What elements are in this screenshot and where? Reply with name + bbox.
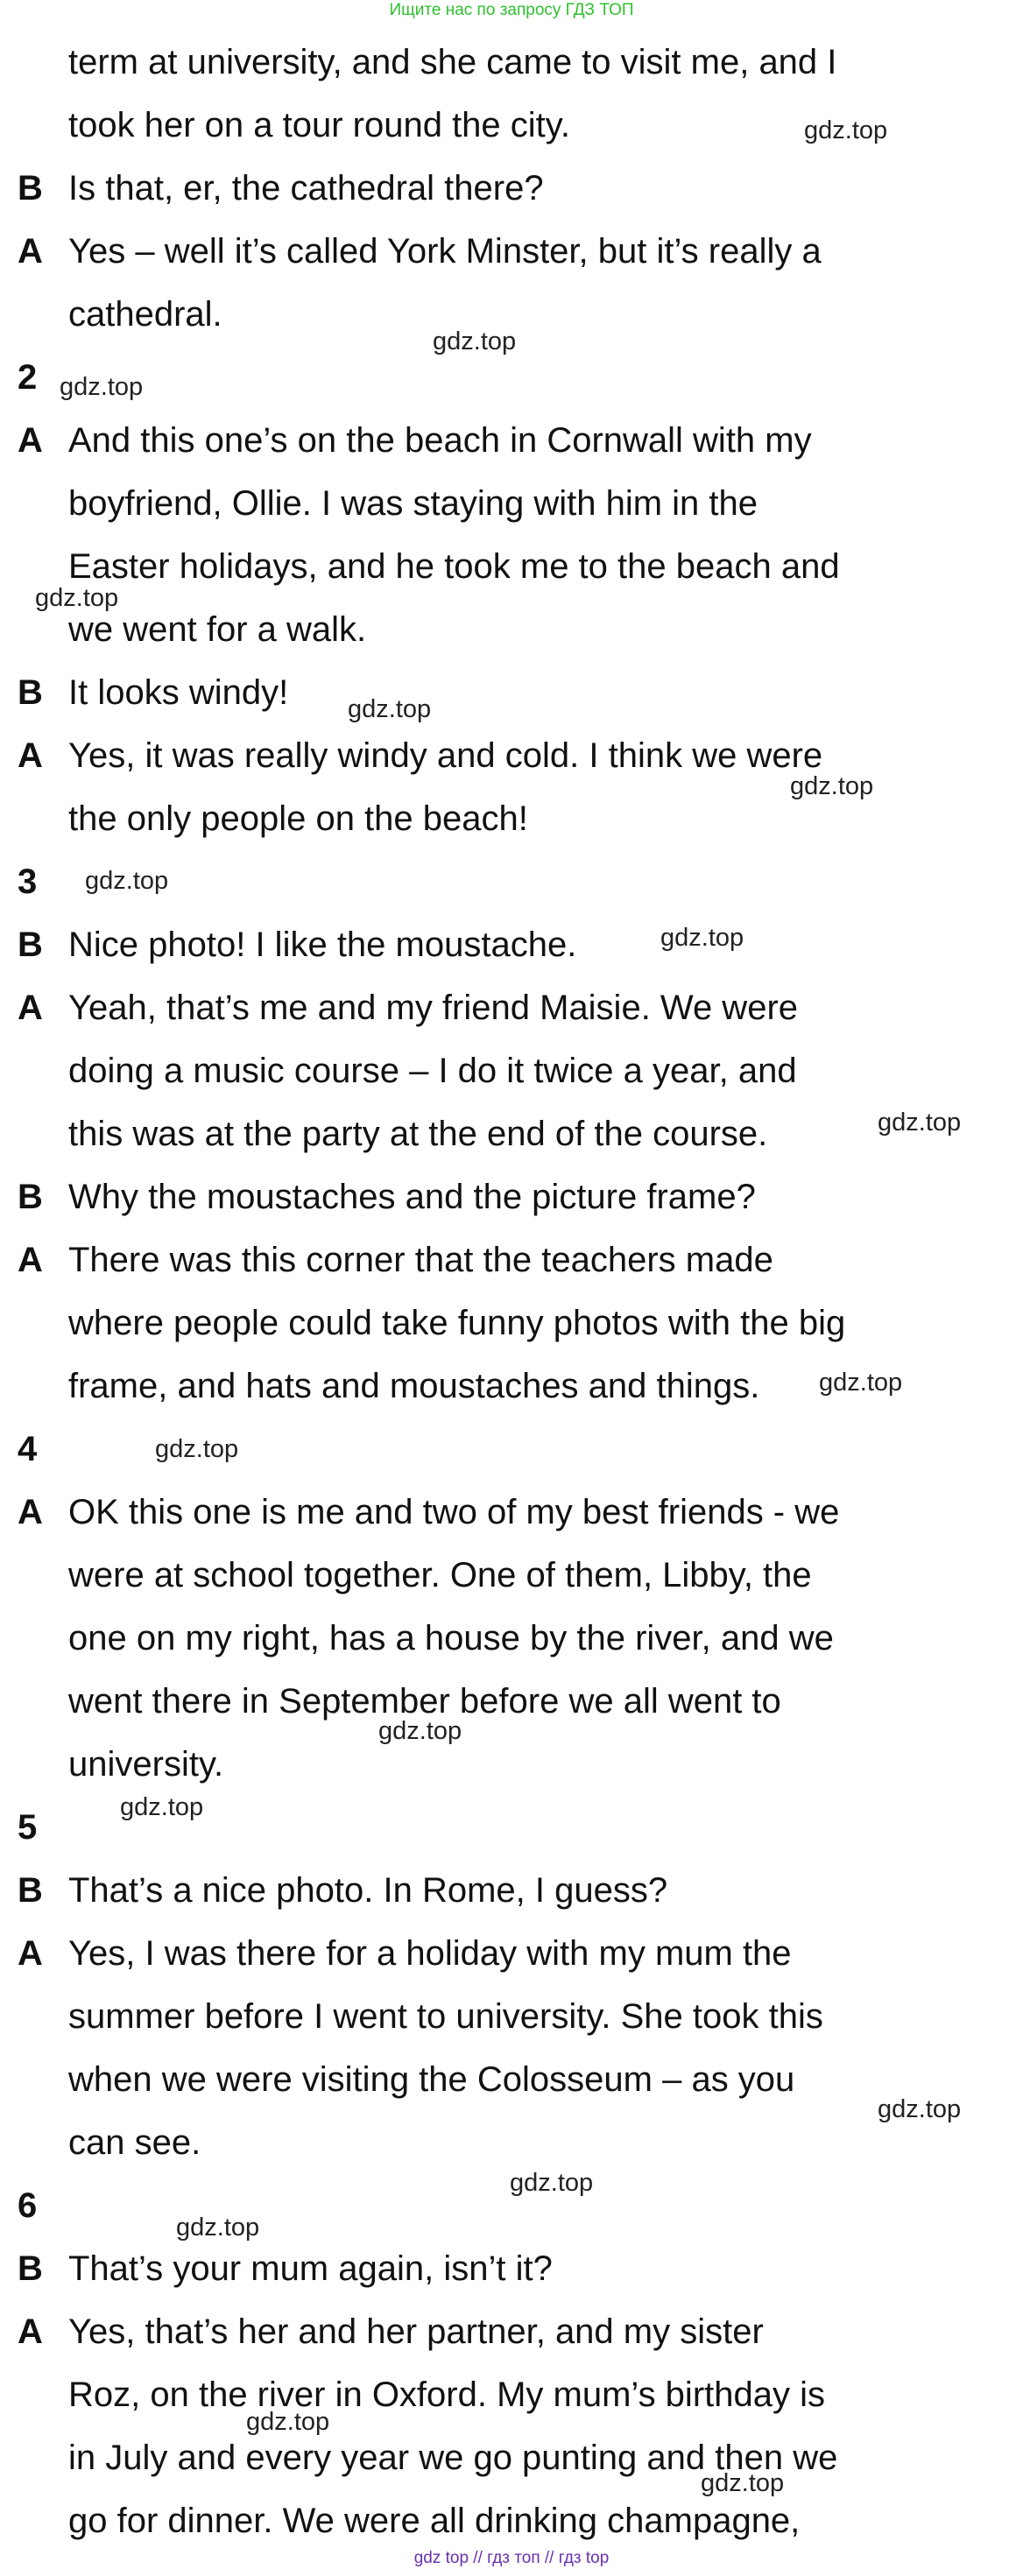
speaker-label: A [18, 1934, 43, 1973]
text-line: frame, and hats and moustaches and things. [68, 1367, 760, 1405]
watermark: gdz.top [348, 695, 432, 723]
section-number: 5 [18, 1808, 38, 1847]
speaker-label: A [18, 421, 43, 460]
text-line: were at school together. One of them, Libby, the [68, 1556, 812, 1594]
watermark: gdz.top [176, 2214, 260, 2242]
text-line: That’s a nice photo. In Rome, I guess? [68, 1871, 668, 1910]
text-line: this was at the party at the end of the course. [68, 1115, 768, 1153]
text-line: the only people on the beach! [68, 799, 528, 838]
text-line: doing a music course – I do it twice a year, and [68, 1052, 797, 1090]
text-line: That’s your mum again, isn’t it? [68, 2249, 553, 2288]
text-line: Nice photo! I like the moustache. [68, 926, 577, 964]
watermark: gdz.top [660, 924, 744, 952]
watermark: gdz.top [378, 1717, 462, 1745]
speaker-label: A [18, 2312, 43, 2351]
watermark: gdz.top [155, 1435, 239, 1463]
speaker-label: B [18, 1871, 43, 1910]
text-line: took her on a tour round the city. [68, 106, 570, 144]
speaker-label: A [18, 1241, 43, 1279]
text-line: Yes – well it’s called York Minster, but it’s really a [68, 232, 822, 271]
text-line: in July and every year we go punting and then we [68, 2439, 838, 2477]
text-line: OK this one is me and two of my best friends - we [68, 1493, 840, 1531]
speaker-label: B [18, 673, 43, 712]
text-line: we went for a walk. [68, 610, 367, 649]
watermark: gdz.top [60, 373, 144, 401]
speaker-label: B [18, 1178, 43, 1216]
text-line: university. [68, 1745, 224, 1784]
watermark: gdz.top [878, 2095, 962, 2123]
speaker-label: B [18, 926, 43, 964]
text-line: one on my right, has a house by the river, and we [68, 1619, 834, 1658]
text-line: Yes, it was really windy and cold. I think we were [68, 736, 823, 775]
text-line: cathedral. [68, 295, 222, 334]
speaker-label: A [18, 232, 43, 271]
section-number: 6 [18, 2186, 38, 2225]
section-number: 2 [18, 358, 38, 397]
speaker-label: A [18, 736, 43, 775]
text-line: go for dinner. We were all drinking champagne, [68, 2502, 801, 2540]
text-line: Is that, er, the cathedral there? [68, 169, 544, 208]
watermark: gdz.top [790, 772, 874, 800]
text-line: And this one’s on the beach in Cornwall with my [68, 421, 812, 460]
speaker-label: A [18, 989, 43, 1027]
text-line: It looks windy! [68, 673, 289, 712]
section-number: 4 [18, 1430, 38, 1468]
watermark: gdz.top [510, 2169, 594, 2197]
top-banner: Ищите нас по запросу ГДЗ ТОП [389, 1, 634, 19]
footer-watermark: gdz top // гдз топ // гдз top [413, 2549, 610, 2567]
text-line: Why the moustaches and the picture frame? [68, 1178, 756, 1216]
watermark: gdz.top [120, 1793, 204, 1821]
text-line: can see. [68, 2123, 201, 2162]
watermark: gdz.top [878, 1109, 962, 1137]
speaker-label: B [18, 2249, 43, 2288]
text-line: went there in September before we all went to [68, 1682, 781, 1721]
text-line: Yes, I was there for a holiday with my mum the [68, 1934, 792, 1973]
text-line: Easter holidays, and he took me to the beach and [68, 547, 840, 586]
text-line: Yeah, that’s me and my friend Maisie. We were [68, 989, 799, 1027]
text-line: when we were visiting the Colosseum – as you [68, 2060, 795, 2099]
text-line: term at university, and she came to visit me, and I [68, 43, 837, 81]
text-line: where people could take funny photos with the big [68, 1304, 846, 1342]
text-line: There was this corner that the teachers made [68, 1241, 773, 1279]
watermark: gdz.top [246, 2408, 330, 2436]
text-line: Yes, that’s her and her partner, and my sister [68, 2312, 764, 2351]
text-line: summer before I went to university. She took this [68, 1997, 823, 2036]
text-line: Roz, on the river in Oxford. My mum’s birthday is [68, 2375, 825, 2414]
watermark: gdz.top [819, 1369, 903, 1397]
section-number: 3 [18, 862, 38, 901]
speaker-label: A [18, 1493, 43, 1531]
watermark: gdz.top [35, 584, 119, 612]
watermark: gdz.top [701, 2469, 785, 2497]
speaker-label: B [18, 169, 43, 208]
text-line: boyfriend, Ollie. I was staying with him in the [68, 484, 758, 523]
watermark: gdz.top [85, 867, 169, 895]
watermark: gdz.top [433, 327, 517, 355]
watermark: gdz.top [804, 116, 888, 144]
